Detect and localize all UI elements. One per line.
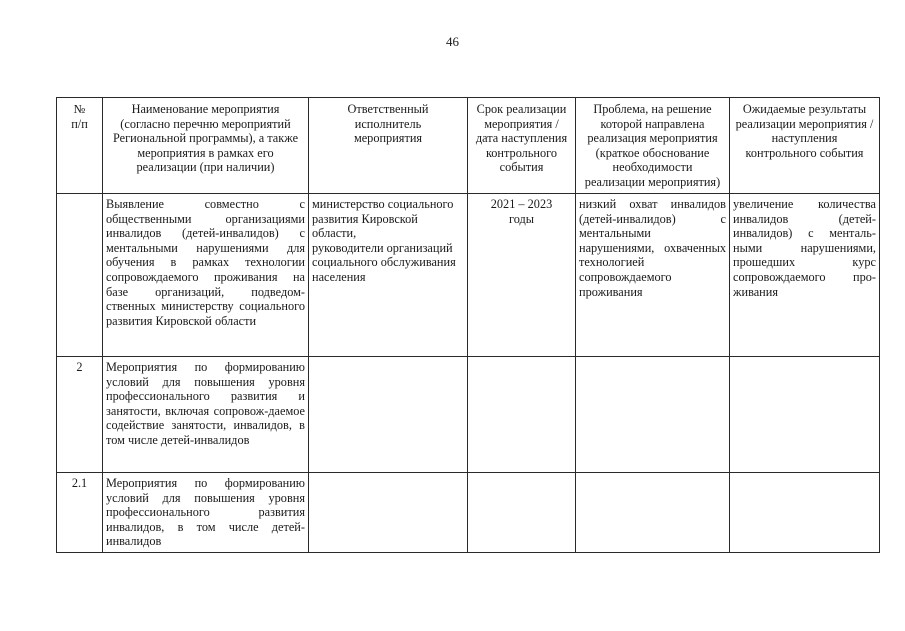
page-number: 46 (446, 34, 459, 49)
row-number: 2.1 (57, 473, 103, 553)
term-cell (468, 473, 576, 553)
term-cell (468, 357, 576, 473)
measures-table (56, 97, 880, 553)
expected-result-cell (730, 357, 880, 473)
measure-name-cell: Мероприятия по формированию условий для повышения уровня профессионального развития инвалидов, в том числе детей-инвалидов (103, 473, 309, 553)
table-row (57, 357, 880, 473)
header-measure-name: Наименование мероприятия (согласно перечню мероприятий Региональной программы), а также мероприятия в рамках его реализации (при наличии) (103, 98, 309, 194)
header-expected-result: Ожидаемые результаты реализации мероприятия / наступления контрольного события (730, 98, 880, 194)
header-responsible: Ответственный исполнитель мероприятия (309, 98, 468, 194)
responsible-cell: министерство социального развития Кировской области, руководители организаций социального обслуживания населения (309, 194, 468, 357)
table-row (57, 194, 880, 357)
responsible-cell (309, 473, 468, 553)
problem-cell (576, 473, 730, 553)
header-term: Срок реализации мероприятия / дата наступления контрольного события (468, 98, 576, 194)
problem-cell: низкий охват инвалидов (детей-инвалидов) с ментальными нарушениями, охваченных технологией сопровождаемого проживания (576, 194, 730, 357)
measure-name-cell: Мероприятия по формированию условий для повышения уровня профессионального развития и занятости, включая сопровож-даемое содействие занятости, инвалидов, в том числе детей-инвалидов (103, 357, 309, 473)
problem-cell (576, 357, 730, 473)
expected-result-cell (730, 473, 880, 553)
row-number (57, 194, 103, 357)
header-number: № п/п (57, 98, 103, 194)
header-problem: Проблема, на решение которой направлена реализация мероприятия (краткое обоснование необходимости реализации мероприятия) (576, 98, 730, 194)
row-number: 2 (57, 357, 103, 473)
expected-result-cell: увеличение количества инвалидов (детей-инвалидов) с менталь-ными нарушениями, прошедших курс сопровождаемого про-живания (730, 194, 880, 357)
measure-name-cell: Выявление совместно с общественными организациями инвалидов (детей-инвалидов) с ментальными нарушениями для обучения в рамках технологии сопровождаемого проживания на базе организаций, подведом-ственных министерству социального развития Кировской области (103, 194, 309, 357)
table-header-row (57, 98, 880, 194)
responsible-cell (309, 357, 468, 473)
table-row (57, 473, 880, 553)
term-cell: 2021 – 2023 годы (468, 194, 576, 357)
